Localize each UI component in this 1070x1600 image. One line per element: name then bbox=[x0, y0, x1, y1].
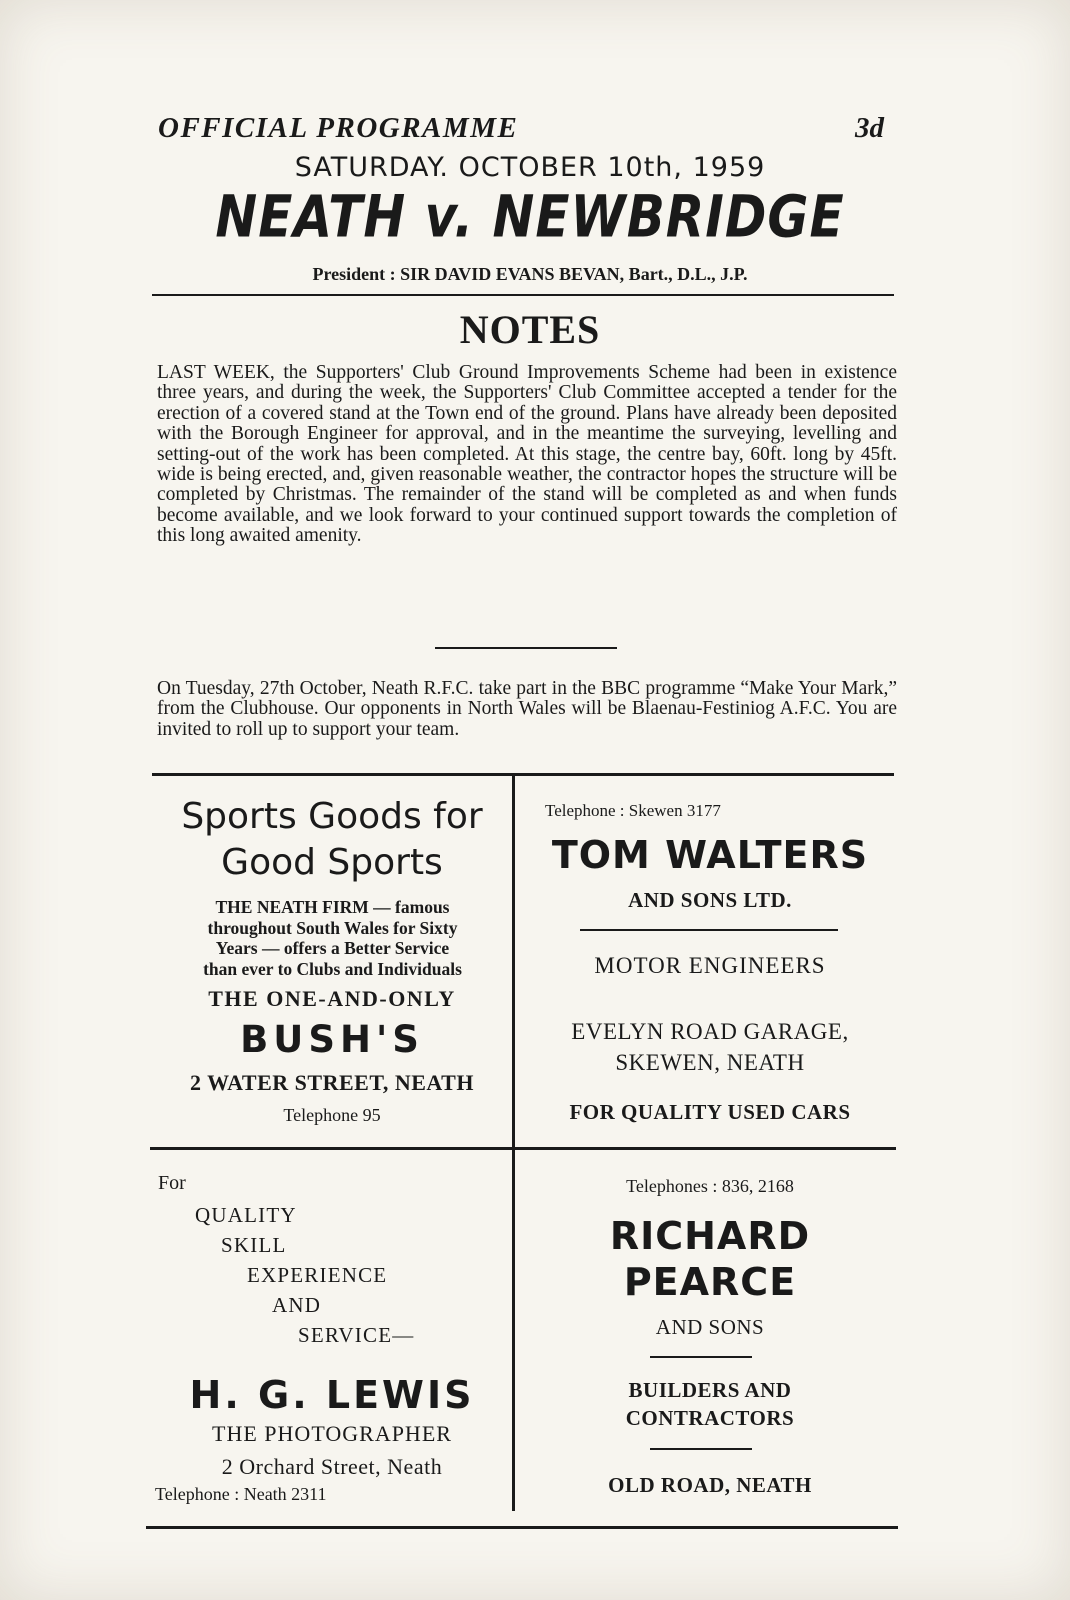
pearce-sons: AND SONS bbox=[655, 1315, 765, 1339]
notes-paragraph-1-text: LAST WEEK, the Supporters' Club Ground Improvements Scheme had been in existence three years, and during the week, the Supporters' Club Committee accepted a tender for the erection of a covered stand at the Town end of the ground. Plans have already been deposited with the Borough Engineer for approval, and in the meantime the surveying, levelling and setting-out of the work has been completed. At this stage, the centre bay, 60ft. long by 45ft. wide is being erected, and, given reasonable weather, the contractor hopes the structure will be completed by Christmas. The remainder of the stand will be completed as and when funds become available, and we look forward to your continued support towards the completion of this long awaited amenity. bbox=[157, 362, 897, 547]
lewis-telephone: Telephone : Neath 2311 bbox=[155, 1484, 327, 1504]
bush-blurb bbox=[165, 897, 500, 979]
ads-bottom-rule bbox=[146, 1526, 898, 1529]
walters-name: TOM WALTERS bbox=[551, 833, 869, 877]
bush-blurb-2: throughout South Wales for Sixty bbox=[207, 917, 458, 938]
lewis-service: SERVICE— bbox=[298, 1323, 415, 1347]
ads-top-rule bbox=[152, 773, 894, 776]
lewis-name: H. G. LEWIS bbox=[189, 1373, 475, 1417]
pearce-divider-1 bbox=[650, 1356, 752, 1358]
walters-address-2: SKEWEN, NEATH bbox=[615, 1050, 805, 1075]
bush-telephone: Telephone 95 bbox=[283, 1105, 381, 1125]
lewis-and: AND bbox=[272, 1293, 322, 1317]
bush-blurb-3: Years — offers a Better Service bbox=[215, 938, 450, 958]
walters-slogan: FOR QUALITY USED CARS bbox=[569, 1100, 851, 1124]
notes-title: NOTES bbox=[459, 307, 601, 352]
pearce-trade-1: BUILDERS AND bbox=[628, 1378, 792, 1402]
bush-address: 2 WATER STREET, NEATH bbox=[190, 1070, 474, 1095]
lewis-quality: QUALITY bbox=[195, 1203, 297, 1227]
walters-trade: MOTOR ENGINEERS bbox=[594, 953, 826, 978]
lewis-address: 2 Orchard Street, Neath bbox=[221, 1454, 443, 1479]
bush-blurb-1: THE NEATH FIRM — famous bbox=[215, 897, 450, 917]
match-title: NEATH v. NEWBRIDGE bbox=[215, 183, 845, 251]
price-label: 3d bbox=[855, 112, 884, 144]
walters-address-1: EVELYN ROAD GARAGE, bbox=[571, 1019, 849, 1044]
pearce-trade-2: CONTRACTORS bbox=[625, 1406, 795, 1430]
notes-paragraph-2-text: On Tuesday, 27th October, Neath R.F.C. take part in the BBC programme “Make Your Mark,” from the Clubhouse. Our opponents in North Wales will be Blaenau-Festiniog A.F.C. You are invited to roll up to support your team. bbox=[157, 678, 897, 740]
bush-one-and-only: THE ONE-AND-ONLY bbox=[208, 986, 456, 1011]
pearce-telephone: Telephones : 836, 2168 bbox=[626, 1176, 794, 1196]
header-rule bbox=[152, 294, 894, 296]
lewis-for: For bbox=[158, 1172, 186, 1194]
pearce-address: OLD ROAD, NEATH bbox=[608, 1473, 812, 1497]
pearce-name-2: PEARCE bbox=[623, 1260, 797, 1304]
lewis-trade: THE PHOTOGRAPHER bbox=[212, 1421, 452, 1446]
president-line: President : SIR DAVID EVANS BEVAN, Bart., D.L., J.P. bbox=[312, 264, 748, 284]
notes-paragraph-1 bbox=[157, 363, 897, 547]
notes-paragraph-2 bbox=[157, 679, 897, 740]
bush-name: BUSH'S bbox=[240, 1018, 424, 1061]
bush-blurb-4: than ever to Clubs and Individuals bbox=[203, 958, 462, 979]
walters-divider bbox=[580, 929, 838, 931]
walters-sons: AND SONS LTD. bbox=[628, 888, 792, 912]
ads-middle-rule bbox=[150, 1147, 896, 1150]
bush-headline-1: Sports Goods for bbox=[181, 796, 483, 837]
lewis-skill: SKILL bbox=[221, 1233, 287, 1257]
match-date: SATURDAY. OCTOBER 10th, 1959 bbox=[294, 152, 766, 183]
pearce-divider-2 bbox=[650, 1448, 752, 1450]
lewis-experience: EXPERIENCE bbox=[247, 1263, 388, 1287]
walters-telephone: Telephone : Skewen 3177 bbox=[545, 801, 721, 820]
bush-headline-2: Good Sports bbox=[221, 842, 443, 883]
notes-divider bbox=[435, 647, 617, 649]
pearce-name-1: RICHARD bbox=[609, 1214, 811, 1258]
programme-label: OFFICIAL PROGRAMME bbox=[158, 112, 519, 144]
